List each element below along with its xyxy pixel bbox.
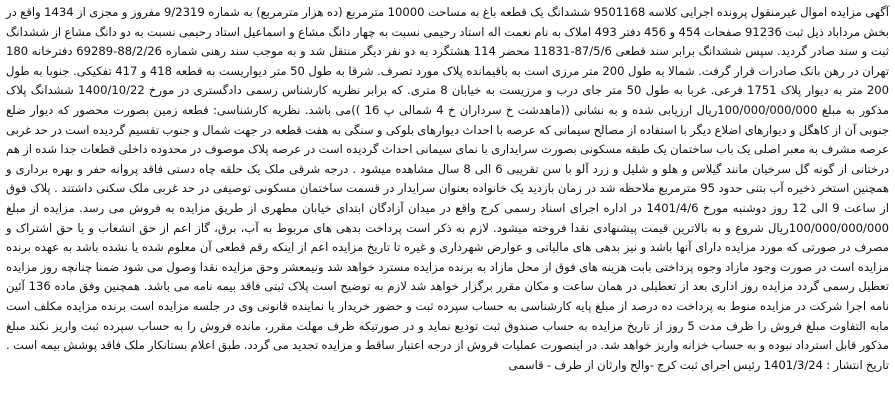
auction-notice-text: آگهی مزایده اموال غیرمنقول پرونده اجرایی کلاسه 9501168 ششدانگ یک قطعه باغ به مساحت 10000 مترمربع (ده هزار مترمربع) به شماره 9/2319 مفروز و مجزی از 1434 واقع در بخش مرداباد ذیل ثبت 91236 صفحات 454 و 456 دفتر 493 املاک به نام نعمت اله استاد رحیمی نسبت به چهار دانگ مشاع و اسماعیل استاد رحیمی نسبت به دو دانگ مشاع از ششدانگ ثبت و سند صادر گردید. سپس ششدانگ برابر سند قطعی 87/5/6-11831 محضر 114 هشتگرد به دو نفر دیگر منتقل شد و به موجب سند رهنی شماره 88/2/26-69289 دفترخانه 180 تهران در رهن بانک صادرات قرار گرفت. شمالا به طول 200 متر مرزی است به باقیمانده پلاک مورد تصرف. شرقا به طول 50 متر دیواریست به قطعه 418 و 417 تفکیکی. جنوبا به طول 200 متر به دیوار پلاک 1751 فرعی. غربا به طول 50 متر جای درب و مرزیست به خیابان 8 متری. که برابر نظریه کارشناس رسمی دادگستری در مورخ 1400/10/22 ششدانگ پلاک مذکور به مبلغ 100/000/000/000ریال ارزیابی شده و به نشانی ((ماهدشت خ سرداران خ 4 شمالی پ 16 ))می باشد. نظریه کارشناسی: قطعه زمین بصورت محصور که دیوار ضلع جنوبی آن از کاهگل و دیوارهای اضلاع دیگر با استفاده از مصالح سیمانی که عرصه با احداث دیوارهای بلوکی و سنگی به هفت قطعه در جهت شمال و جنوب تقسیم گردیده است در حد غربی عرصه مشرف به معبر اصلی یک باب ساختمان یک طبقه مسکونی بصورت سرایداری با نمای سیمانی احداث گردیده است در عرصه پلاک موصوف در محدوده داخلی قطعات جدا شده از هم درختانی از گونه گل سرخیان مانند گیلاس و هلو و شلیل و زرد آلو با سن تقریبی 6 الی 8 سال مشاهده میشود . درجه شرقی ملک یک حلقه چاه دستی فاقد پروانه حفر و بهره برداری و همچنین استخر ذخیره آب بتنی حدود 95 مترمربع ملاحظه شد در زمان بازدید یک خانواده بعنوان سرایدار در قسمت ساختمان مسکونی توصیفی در حد غربی ملک سکنی داشتند . پلاک فوق از ساعت 9 الی 12 روز دوشنبه مورخ 1401/4/6 در اداره اجرای اسناد رسمی کرج واقع در میدان آزادگان ابتدای خیابان مطهری از طریق مزایده به فروش می رسد. مزایده از مبلغ 100/000/000/000ریال شروع و به بالاترین قیمت پیشنهادی نقدا فروخته میشود. لازم به ذکر است پرداخت بدهی های مربوط به آب، برق، گاز اعم از حق انشعاب و یا حق اشتراک و مصرف در صورتی که مورد مزایده دارای آنها باشد و نیز بدهی های مالیاتی و عوارض شهرداری و غیره تا تاریخ مزایده اعم از اینکه رقم قطعی آن معلوم شده یا نشده باشد به عهده برنده مزایده است در صورت وجود مازاد وجوه پرداختی بابت هزینه های فوق از محل مازاد به برنده مزایده مسترد خواهد شد ونیمعشر وحق مزایده نقدا وصول می شود ضمنا چنانچه روز مزایده تعطیل رسمی گردد مزایده روز اداری بعد از تعطیلی در همان ساعت و مکان مقرر برگزار خواهد شد لازم به توضیح است پلاک ثبتی فاقد بیمه نامه می باشد. همچنین وفق ماده 136 آئین نامه اجرا شرکت در مزایده منوط به پرداخت ده درصد از مبلغ پایه کارشناسی به حساب سپرده ثبت و حضور خریدار یا نماینده قانونی وی در جلسه مزایده است برنده مزایده مکلف است مابه التفاوت مبلغ فروش را ظرف مدت 5 روز از تاریخ مزایده به حساب صندوق ثبت تودیع نماید و در صورتیکه ظرف مهلت مقرر، مانده فروش را به حساب سپرده ثبت واریز نکند مبلغ مذکور قابل استرداد نبوده و به حساب خزانه واریز خواهد شد. در اینصورت عملیات فروش از درجه اعتبار ساقط و مزایده تجدید می گردد. طبق اعلام بستانکار ملک فاقد پوشش بیمه است . تاریخ انتشار : 1401/3/24 رئیس اجرای ثبت کرج -والح وارثان از طرف - قاسمی: [6, 5, 890, 372]
